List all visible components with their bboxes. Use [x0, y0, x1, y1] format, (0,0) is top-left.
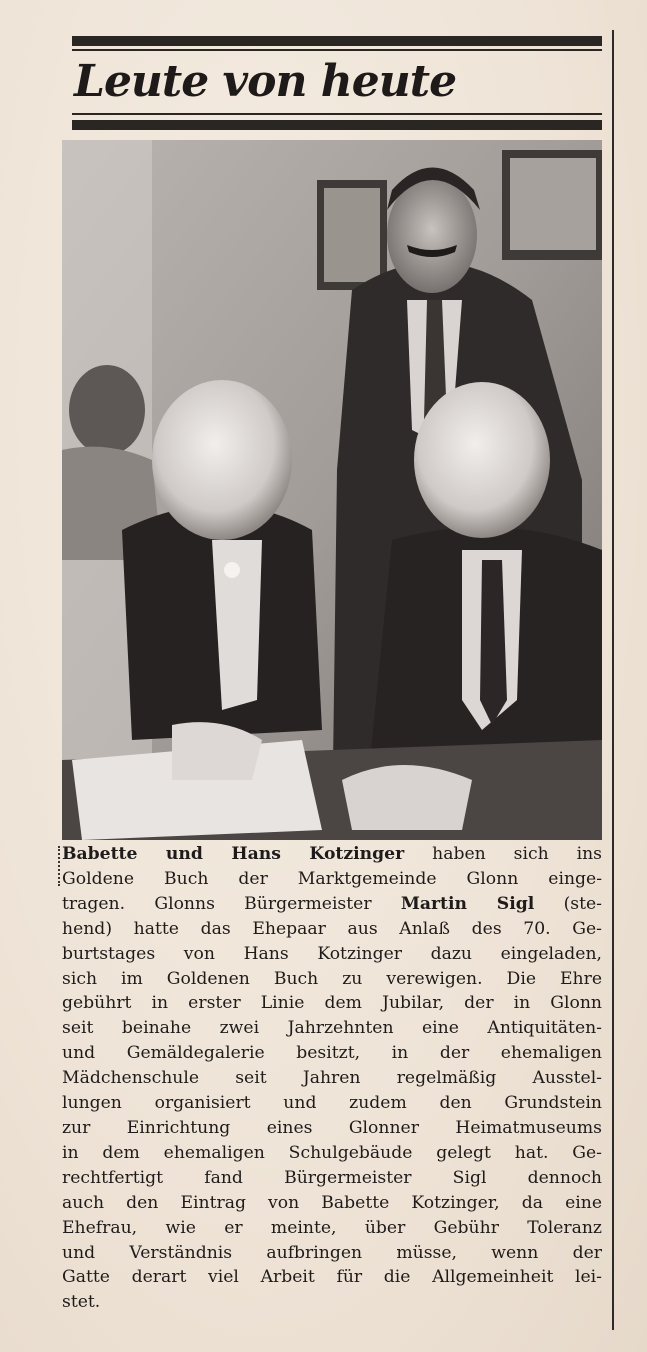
caption-line [62, 1166, 602, 1191]
caption-text: burtstages von Hans Kotzinger dazu eingeladen, [62, 943, 602, 964]
masthead-bottom-thin-rule [72, 113, 602, 115]
masthead-top-thin-rule [72, 49, 602, 51]
caption-line [62, 1290, 602, 1315]
caption-text: sich im Goldenen Buch zu verewigen. Die Ehre [62, 968, 602, 989]
caption-text: Goldene Buch der Marktgemeinde Glonn einge- [62, 868, 602, 889]
news-photo [62, 140, 602, 840]
caption-line [62, 942, 602, 967]
caption-line [62, 1041, 602, 1066]
caption-line [62, 1241, 602, 1266]
caption-text: stet. [62, 1292, 101, 1313]
caption-name-bold: Martin Sigl [400, 893, 535, 914]
caption-text: auch den Eintrag von Babette Kotzinger, da eine [62, 1192, 602, 1213]
caption-line [62, 1116, 602, 1141]
caption-text: Ehefrau, wie er meinte, über Gebühr Toleranz [62, 1217, 602, 1238]
caption-line [62, 842, 602, 867]
caption-text: in dem ehemaligen Schulgebäude gelegt hat. Ge- [62, 1142, 602, 1163]
masthead-top-rule [72, 36, 602, 46]
masthead-title: Leute von heute [74, 56, 457, 107]
news-photo-image [62, 140, 602, 840]
caption-line [62, 1066, 602, 1091]
caption-text: tragen. Glonns Bürgermeister [62, 893, 401, 914]
caption-text: rechtfertigt fand Bürgermeister Sigl dennoch [62, 1167, 602, 1188]
caption-line [62, 867, 602, 892]
photo-caption [62, 842, 602, 1332]
masthead-bottom-rule [72, 120, 602, 130]
caption-text: zur Einrichtung eines Glonner Heimatmuseums [62, 1117, 602, 1138]
caption-text: gebührt in erster Linie dem Jubilar, der in Glonn [62, 993, 602, 1014]
caption-text: Mädchenschule seit Jahren regelmäßig Ausstel- [62, 1068, 602, 1089]
caption-text: lungen organisiert und zudem den Grundstein [62, 1093, 602, 1114]
caption-line [62, 892, 602, 917]
caption-line [62, 1216, 602, 1241]
caption-line [62, 1141, 602, 1166]
caption-line [62, 1016, 602, 1041]
caption-text: und Gemäldegalerie besitzt, in der ehemaligen [62, 1043, 602, 1064]
caption-line [62, 917, 602, 942]
caption-text: Gatte derart viel Arbeit für die Allgemeinheit lei- [62, 1267, 602, 1288]
caption-text: und Verständnis aufbringen müsse, wenn der [62, 1242, 602, 1263]
column-rule [612, 30, 614, 1330]
caption-line [62, 967, 602, 992]
caption-name-bold: Babette und Hans Kotzinger [62, 844, 405, 864]
caption-text: haben sich ins [404, 844, 602, 864]
caption-line [62, 1091, 602, 1116]
caption-line [62, 1265, 602, 1290]
caption-text: (ste- [534, 893, 602, 914]
caption-text: hend) hatte das Ehepaar aus Anlaß des 70. Ge- [62, 918, 602, 939]
caption-text: seit beinahe zwei Jahrzehnten eine Antiquitäten- [62, 1018, 602, 1039]
caption-line [62, 1191, 602, 1216]
caption-line [62, 991, 602, 1016]
